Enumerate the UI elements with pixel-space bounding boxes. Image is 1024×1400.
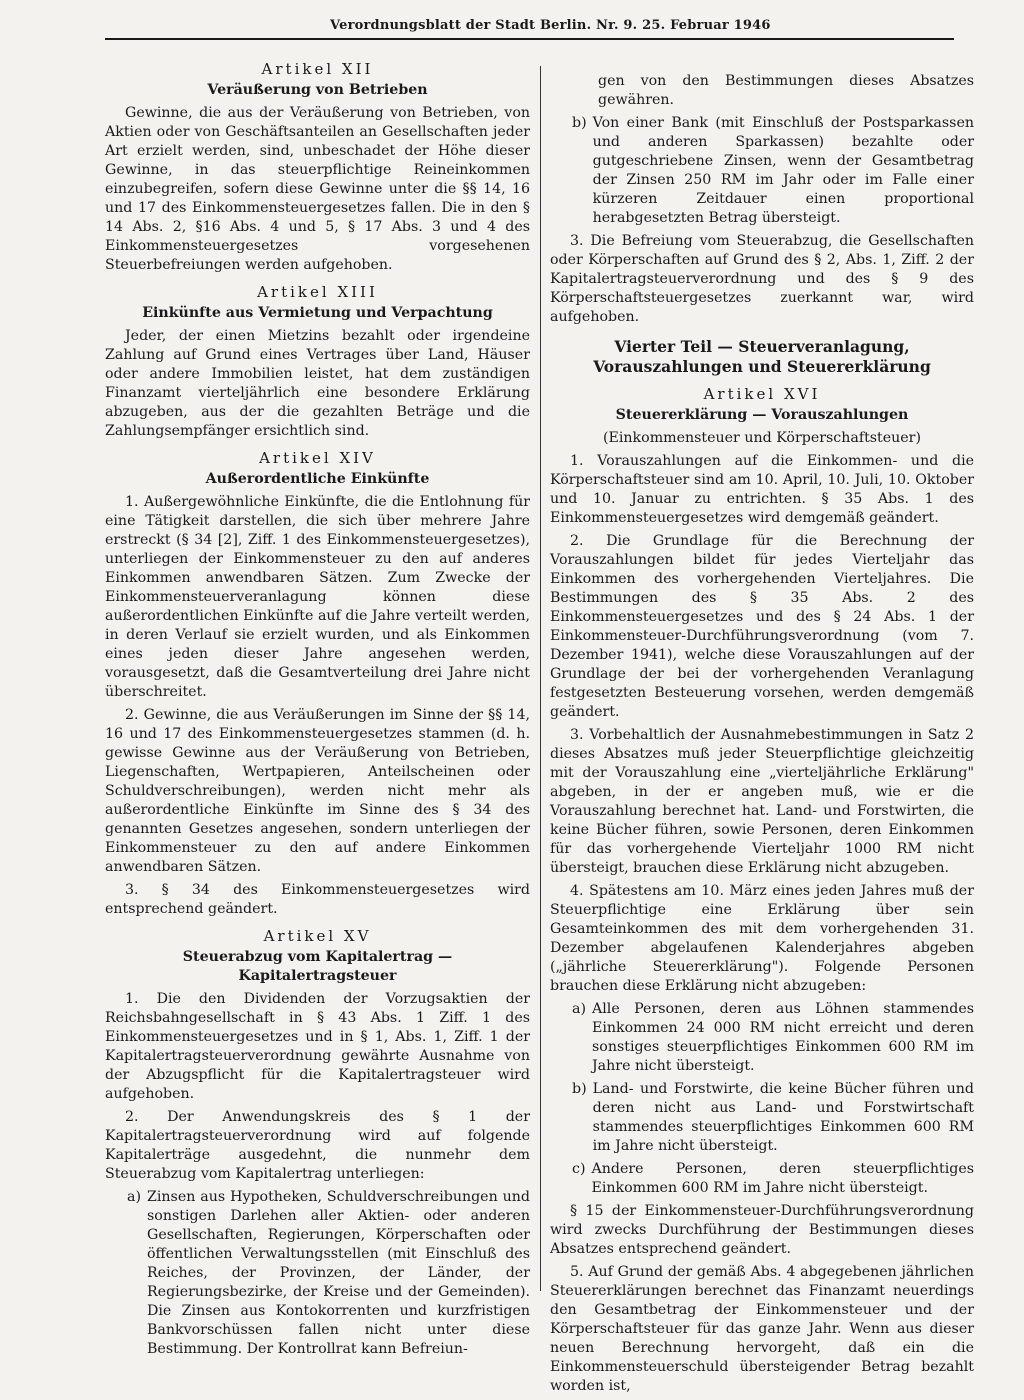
article-14-paragraph-1: 1. Außergewöhnliche Einkünfte, die die Entlohnung für eine Tätigkeit darstellen, die sich über mehrere Jahre erstreckt (§ 34 [2], Ziff. 1 des Einkommensteuergesetzes), unterliegen der Einkommensteuer zu den auf anderes Einkommen anwendbaren Sätzen. Zum Zwecke der Einkommensteuerveranlagung können diese außerordentlichen Einkünfte auf die Jahre verteilt werden, in deren Verlauf sie erzielt wurden, und als Einkommen eines jeden dieser Jahre angesehen werden, vorausgesetzt, daß die Gesamtverteilung drei Jahre nicht überschreitet.	[105, 494, 530, 700]
article-16-paragraph-15: § 15 der Einkommensteuer-Durchführungsverordnung wird zwecks Durchführung der Bestimmungen dieses Absatzes entsprechend geändert.	[550, 1203, 974, 1257]
column-divider	[540, 66, 541, 1291]
part-four-heading: Vierter Teil — Steuerveranlagung, Vorauszahlungen und Steuererklärung	[593, 337, 931, 376]
article-15-item-b	[550, 114, 974, 228]
article-13-heading: Artikel XIII	[257, 283, 378, 301]
article-16-paragraph-4: 4. Spätestens am 10. März eines jeden Jahres muß der Steuerpflichtige eine Erklärung über sein Gesamteinkommen des mit dem vorhergehenden 31. Dezember abgelaufenen Kalenderjahres abgeben („jährliche Steuererklärung"). Folgende Personen brauchen diese Erklärung nicht abzugeben:	[550, 883, 974, 994]
article-13-title: Einkünfte aus Vermietung und Verpachtung	[142, 305, 493, 321]
article-16-paragraph-1: 1. Vorauszahlungen auf die Einkommen- und die Körperschaftsteuer sind am 10. April, 10. Juli, 10. Oktober und 10. Januar zu entrichten. § 35 Abs. 1 des Einkommensteuergesetzes wird demgemäß geändert.	[550, 453, 974, 526]
article-12-heading: Artikel XII	[261, 60, 374, 78]
article-16-title: Steuererklärung — Vorauszahlungen	[615, 407, 909, 423]
item-marker: c)	[572, 1161, 586, 1177]
item-marker: a)	[572, 1001, 586, 1017]
item-text: Zinsen aus Hypotheken, Schuldverschreibungen und sonstigen Darlehen aller Aktien- oder anderen Gesellschaften, Regierungen, Körperschaften oder öffentlichen Verwaltungsstellen (mit Einschluß des Reiches, der Provinzen, der Länder, der Regierungsbezirke, der Kreise und der Gemeinden). Die Zinsen aus Kontokorrenten und kurzfristigen Bankvorschüssen fallen nicht unter diese Bestimmung. Der Kontrollrat kann Befreiun-	[147, 1189, 530, 1357]
item-text: Alle Personen, deren aus Löhnen stammendes Einkommen 24 000 RM nicht erreicht und deren sonstiges steuerpflichtiges Einkommen 600 RM im Jahre nicht übersteigt.	[592, 1001, 974, 1074]
article-12-title: Veräußerung von Betrieben	[207, 82, 428, 98]
article-12-paragraph: Gewinne, die aus der Veräußerung von Betrieben, von Aktien oder von Geschäftsanteilen an Gesellschaften jeder Art erzielt werden, sind, unbeschadet der Höhe dieser Gewinne, in das steuerpflichtige Reineinkommen einzubegreifen, sofern diese Gewinne unter die §§ 14, 16 und 17 des Einkommensteuergesetzes fallen. Die in den § 14 Abs. 2, §16 Abs. 4 und 5, § 17 Abs. 3 und 4 des Einkommensteuergesetzes vorgesehenen Steuerbefreiungen werden aufgehoben.	[105, 105, 530, 273]
article-14-title: Außerordentliche Einkünfte	[205, 471, 430, 487]
item-text: Land- und Forstwirte, die keine Bücher führen und deren nicht aus Land- und Forstwirtschaft stammendes steuerpflichtiges Einkommen 600 RM im Jahre nicht übersteigt.	[592, 1081, 974, 1154]
item-marker: b)	[572, 1081, 587, 1097]
article-16-paragraph-2: 2. Die Grundlage für die Berechnung der Vorauszahlungen bildet für jedes Vierteljahr das Einkommen des vorhergehenden Vierteljahres. Die Bestimmungen des § 35 Abs. 2 des Einkommensteuergesetzes und des § 24 Abs. 1 der Einkommensteuer-Durchführungsverordnung (vom 7. Dezember 1941), welche diese Vorauszahlungen auf der Grundlage der bei der vorhergehenden Veranlagung festgesetzten Besteuerung vorsehen, werden demgemäß geändert.	[550, 533, 974, 720]
article-15-item-a	[105, 1188, 530, 1359]
article-15-paragraph-3: 3. Die Befreiung vom Steuerabzug, die Gesellschaften oder Körperschaften auf Grund des § 2, Abs. 1, Ziff. 2 der Kapitalertragsteuerverordnung und des § 9 des Körperschaftsteuergesetzes zuerkannt war, wird aufgehoben.	[550, 233, 974, 325]
article-15-paragraph-2: 2. Der Anwendungskreis des § 1 der Kapitalertragsteuerverordnung wird auf folgende Kapitalerträge ausgedehnt, die nunmehr dem Steuerabzug vom Kapitalertrag unterliegen:	[105, 1109, 530, 1182]
article-15-heading: Artikel XV	[263, 927, 372, 945]
article-16-item-a	[550, 1000, 974, 1076]
article-15-title: Steuerabzug vom Kapitalertrag — Kapitalertragsteuer	[182, 949, 453, 984]
item-text: gen von den Bestimmungen dieses Absatzes gewähren.	[598, 73, 974, 108]
article-16-paragraph-5: 5. Auf Grund der gemäß Abs. 4 abgegebenen jährlichen Steuererklärungen berechnet das Finanzamt neuerdings den Gesamtbetrag der Einkommensteuer und der Körperschaftsteuer für das ganze Jahr. Wenn aus dieser neuen Berechnung hervorgeht, daß ein die Einkommensteuerschuld übersteigender Betrag bezahlt worden ist,	[550, 1264, 974, 1394]
left-column	[105, 60, 530, 1363]
article-14-paragraph-2: 2. Gewinne, die aus Veräußerungen im Sinne der §§ 14, 16 und 17 des Einkommensteuergesetzes stammen (d. h. gewisse Gewinne aus der Veräußerung von Betrieben, Liegenschaften, Wertpapieren, Anteilscheinen oder Schuldverschreibungen), werden nicht mehr als außerordentliche Einkünfte im Sinne des § 34 des genannten Gesetzes angesehen, sondern unterliegen der Einkommensteuer zu den auf andere Einkommen anwendbaren Sätzen.	[105, 707, 530, 875]
article-16-subtitle: (Einkommensteuer und Körperschaftsteuer)	[602, 430, 922, 446]
article-15-paragraph-1: 1. Die den Dividenden der Vorzugsaktien der Reichsbahngesellschaft in § 43 Abs. 1 Ziff. 1 des Einkommensteuergesetzes und in § 1, Abs. 1, Ziff. 1 der Kapitalertragsteuerverordnung gewährte Ausnahme von der Abzugspflicht für die Kapitalertragsteuer wird aufgehoben.	[105, 991, 530, 1102]
article-13-paragraph: Jeder, der einen Mietzins bezahlt oder irgendeine Zahlung auf Grund eines Vertrages über Land, Häuser oder andere Immobilien leistet, hat dem zuständigen Finanzamt vierteljährlich eine besondere Erklärung abzugeben, aus der die gezahlten Beträge und die Zahlungsempfänger ersichtlich sind.	[105, 328, 530, 439]
item-marker: b)	[572, 115, 587, 131]
article-14-paragraph-3: 3. § 34 des Einkommensteuergesetzes wird entsprechend geändert.	[105, 882, 530, 917]
right-column	[550, 72, 974, 1400]
article-16-heading: Artikel XVI	[703, 385, 821, 403]
article-14-heading: Artikel XIV	[259, 449, 376, 467]
article-16-paragraph-3: 3. Vorbehaltlich der Ausnahmebestimmungen in Satz 2 dieses Absatzes muß jeder Steuerpflichtige gleichzeitig mit der Vorauszahlung eine „vierteljährliche Erklärung" abgeben, in der er angeben muß, wie er die Vorauszahlung berechnet hat. Land- und Forstwirten, die keine Bücher führen, sowie Personen, deren Einkommen für das vorhergehende Vierteljahr 1000 RM nicht übersteigt, brauchen diese Erklärung nicht abzugeben.	[550, 727, 974, 876]
article-15-item-a-continued	[550, 72, 974, 110]
item-marker: a)	[127, 1189, 141, 1205]
page-header: Verordnungsblatt der Stadt Berlin. Nr. 9. 25. Februar 1946	[330, 18, 771, 33]
article-16-item-c	[550, 1160, 974, 1198]
header-rule	[105, 38, 954, 40]
item-text: Von einer Bank (mit Einschluß der Postsparkassen und anderen Sparkassen) bezahlte oder gutgeschriebene Zinsen, wenn der Gesamtbetrag der Zinsen 250 RM im Jahr oder im Falle einer kürzeren Zeitdauer einen proportional herabgesetzten Betrag übersteigt.	[592, 115, 974, 226]
item-text: Andere Personen, deren steuerpflichtiges Einkommen 600 RM im Jahre nicht übersteigt.	[591, 1161, 974, 1196]
article-16-item-b	[550, 1080, 974, 1156]
